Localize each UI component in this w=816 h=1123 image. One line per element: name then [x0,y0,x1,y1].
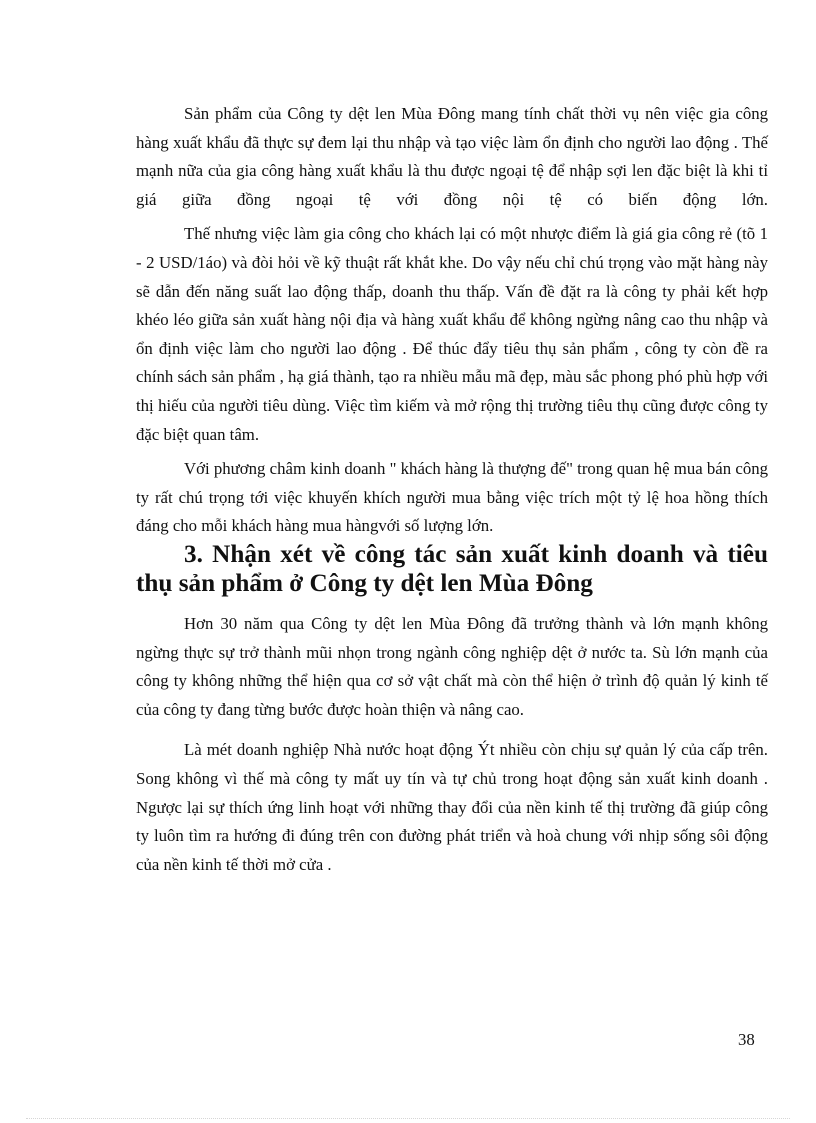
paragraph-text: Hơn 30 năm qua Công ty dệt len Mùa Đông đã trưởng thành và lớn mạnh không ngừng thực sự trở thành mũi nhọn trong ngành công nghiệp dệt ở nước ta. Sù lớn mạnh của công ty không những thể hiện qua cơ sở vật chất mà còn thể hiện ở trình độ quản lý kinh tế của công ty đang từng bước được hoàn thiện và nâng cao. [136,614,768,719]
page-bottom-divider [26,1118,790,1119]
page-number: 38 [738,1030,755,1049]
paragraph-processing-drawbacks [136,220,768,449]
paragraph-growth [136,610,768,724]
paragraph-text: Sản phẩm của Công ty dệt len Mùa Đông mang tính chất thời vụ nên việc gia công hàng xuất khẩu đã thực sự đem lại thu nhập và tạo việc làm ổn định cho người lao động . Thế mạnh nữa của gia công hàng xuất khẩu là thu được ngoại tệ để nhập sợi len đặc biệt là khi tỉ giá giữa đồng ngoại tệ với đồng nội tệ có biến động lớn. [136,104,768,209]
paragraph-text: Với phương châm kinh doanh " khách hàng là thượng đế" trong quan hệ mua bán công ty rất chú trọng tới việc khuyến khích người mua bằng việc trích một tỷ lệ hoa hồng thích đáng cho mỗi khách hàng mua hàngvới số lượng lớn. [136,459,768,536]
document-body [136,100,768,879]
paragraph-seasonal-products [136,100,768,214]
paragraph-business-motto [136,455,768,541]
section-heading: 3. Nhận xét về công tác sản xuất kinh doanh và tiêu thụ sản phẩm ở Công ty dệt len Mùa Đông [136,540,768,597]
paragraph-state-enterprise [136,736,768,879]
paragraph-text: Là mét doanh nghiệp Nhà nước hoạt động Ýt nhiều còn chịu sự quản lý của cấp trên. Song không vì thế mà công ty mất uy tín và tự chủ trong hoạt động sản xuất kinh doanh . Ngược lại sự thích ứng linh hoạt với những thay đổi của nền kinh tế thị trường đã giúp công ty luôn tìm ra hướng đi đúng trên con đường phát triển và hoà chung với nhịp sống sôi động của nền kinh tế thời mở cửa . [136,740,768,874]
paragraph-text: Thế nhưng việc làm gia công cho khách lại có một nhược điểm là giá gia công rẻ (tõ 1 - 2 USD/1áo) và đòi hỏi về kỹ thuật rất khắt khe. Do vậy nếu chỉ chú trọng vào mặt hàng này sẽ dẫn đến năng suất lao động thấp, doanh thu thấp. Vấn đề đặt ra là công ty phải kết hợp khéo léo giữa sản xuất hàng nội địa và hàng xuất khẩu để không ngừng nâng cao thu nhập và ổn định việc làm cho người lao động . Để thúc đẩy tiêu thụ sản phẩm , công ty còn đề ra chính sách sản phẩm , hạ giá thành, tạo ra nhiều mẫu mã đẹp, màu sắc phong phó phù hợp với thị hiếu của người tiêu dùng. Việc tìm kiếm và mở rộng thị trường tiêu thụ cũng được công ty đặc biệt quan tâm. [136,224,768,444]
